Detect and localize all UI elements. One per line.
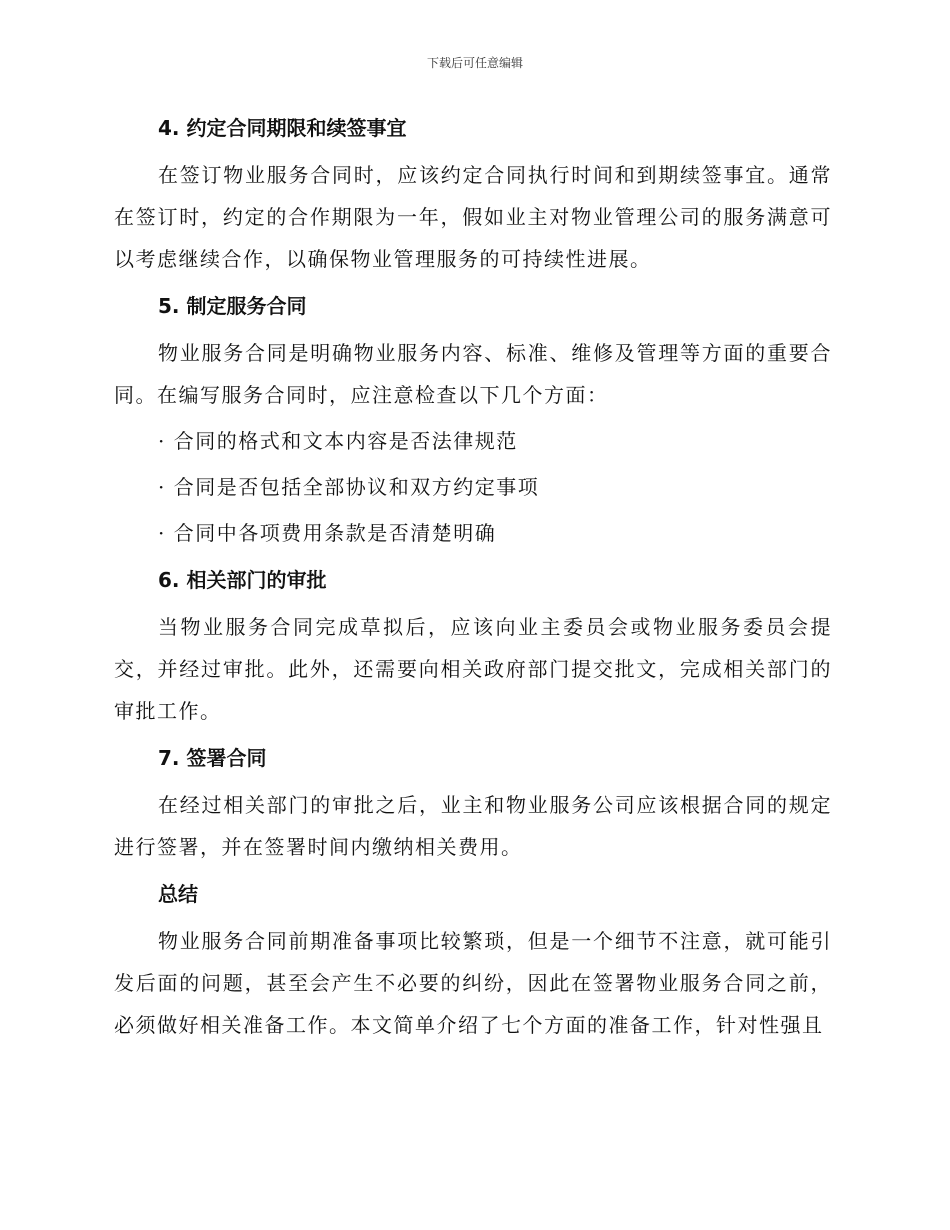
section-heading-4: 4. 约定合同期限和续签事宜 [158,116,407,140]
bullet-item: · 合同中各项费用条款是否清楚明确 [158,521,497,545]
bullet-item: · 合同的格式和文本内容是否法律规范 [158,429,518,453]
page-header: 下载后可任意编辑 [426,56,523,70]
section-heading-7: 7. 签署合同 [158,746,267,770]
bullet-item: · 合同是否包括全部协议和双方约定事项 [158,475,540,499]
summary-heading: 总结 [158,882,198,906]
section-paragraph-6: 当物业服务合同完成草拟后，应该向业主委员会或物业服务委员会提交，并经过审批。此外，还需要向相关政府部门提交批文，完成相关部门的审批工作。 [114,615,832,723]
section-paragraph-4: 在签订物业服务合同时，应该约定合同执行时间和到期续签事宜。通常在签订时，约定的合作期限为一年，假如业主对物业管理公司的服务满意可以考虑继续合作，以确保物业管理服务的可持续性进展。 [114,163,832,271]
summary-paragraph: 物业服务合同前期准备事项比较繁琐，但是一个细节不注意，就可能引发后面的问题，甚至会产生不必要的纠纷，因此在签署物业服务合同之前，必须做好相关准备工作。本文简单介绍了七个方面的准备工作，针对性强且 [114,929,832,1037]
section-paragraph-7: 在经过相关部门的审批之后，业主和物业服务公司应该根据合同的规定进行签署，并在签署时间内缴纳相关费用。 [114,793,832,859]
section-heading-6: 6. 相关部门的审批 [158,568,327,592]
section-paragraph-5: 物业服务合同是明确物业服务内容、标准、维修及管理等方面的重要合同。在编写服务合同时，应注意检查以下几个方面： [114,341,832,407]
section-heading-5: 5. 制定服务合同 [158,294,307,318]
document-body [114,106,832,1050]
